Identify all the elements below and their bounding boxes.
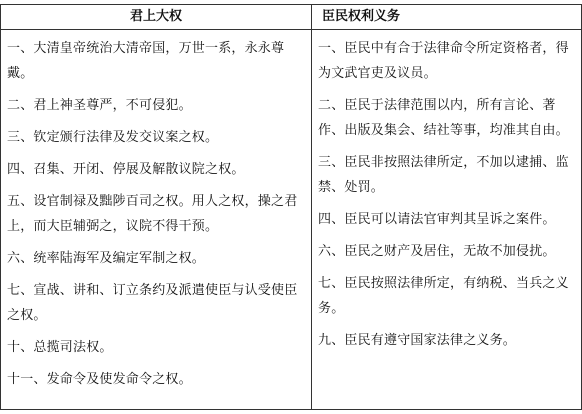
table-body-row	[1, 30, 582, 410]
list-item: 十一、发命令及使发命令之权。	[7, 372, 192, 387]
right-column-header: 臣民权利义务	[312, 5, 582, 30]
list-item: 七、臣民按照法律所定，有纳税、当兵之义务。	[318, 276, 569, 316]
list-item: 四、臣民可以请法官审判其呈诉之案件。	[318, 212, 556, 227]
list-item: 一、臣民中有合于法律命令所定资格者，得为文武官吏及议员。	[318, 41, 569, 81]
list-item: 六、统率陆海军及编定军制之权。	[7, 251, 206, 266]
list-item: 四、召集、开闭、停展及解散议院之权。	[7, 162, 245, 177]
list-item: 七、宣战、讲和、订立条约及派遣使臣与认受使臣之权。	[7, 283, 298, 323]
list-item: 三、钦定颁行法律及发交议案之权。	[7, 130, 219, 145]
list-item: 九、臣民有遵守国家法律之义务。	[318, 333, 517, 348]
list-item: 二、君上神圣尊严，不可侵犯。	[7, 98, 192, 113]
list-item: 六、臣民之财产及居住，无故不加侵扰。	[318, 244, 556, 259]
left-column-items	[1, 30, 312, 410]
table-header-row	[1, 5, 582, 30]
right-column-items	[312, 30, 582, 410]
list-item: 三、臣民非按照法律所定，不加以逮捕、监禁、处罚。	[318, 155, 569, 195]
left-column-header: 君上大权	[1, 5, 312, 30]
list-item: 五、设官制禄及黜陟百司之权。用人之权，操之君上，而大臣辅弼之，议院不得干预。	[7, 194, 298, 234]
list-item: 十、总揽司法权。	[7, 340, 113, 355]
list-item: 一、大清皇帝统治大清帝国，万世一系，永永尊戴。	[7, 41, 285, 81]
comparison-table	[0, 4, 582, 410]
list-item: 二、臣民于法律范围以内，所有言论、著作、出版及集会、结社等事，均准其自由。	[318, 98, 569, 138]
